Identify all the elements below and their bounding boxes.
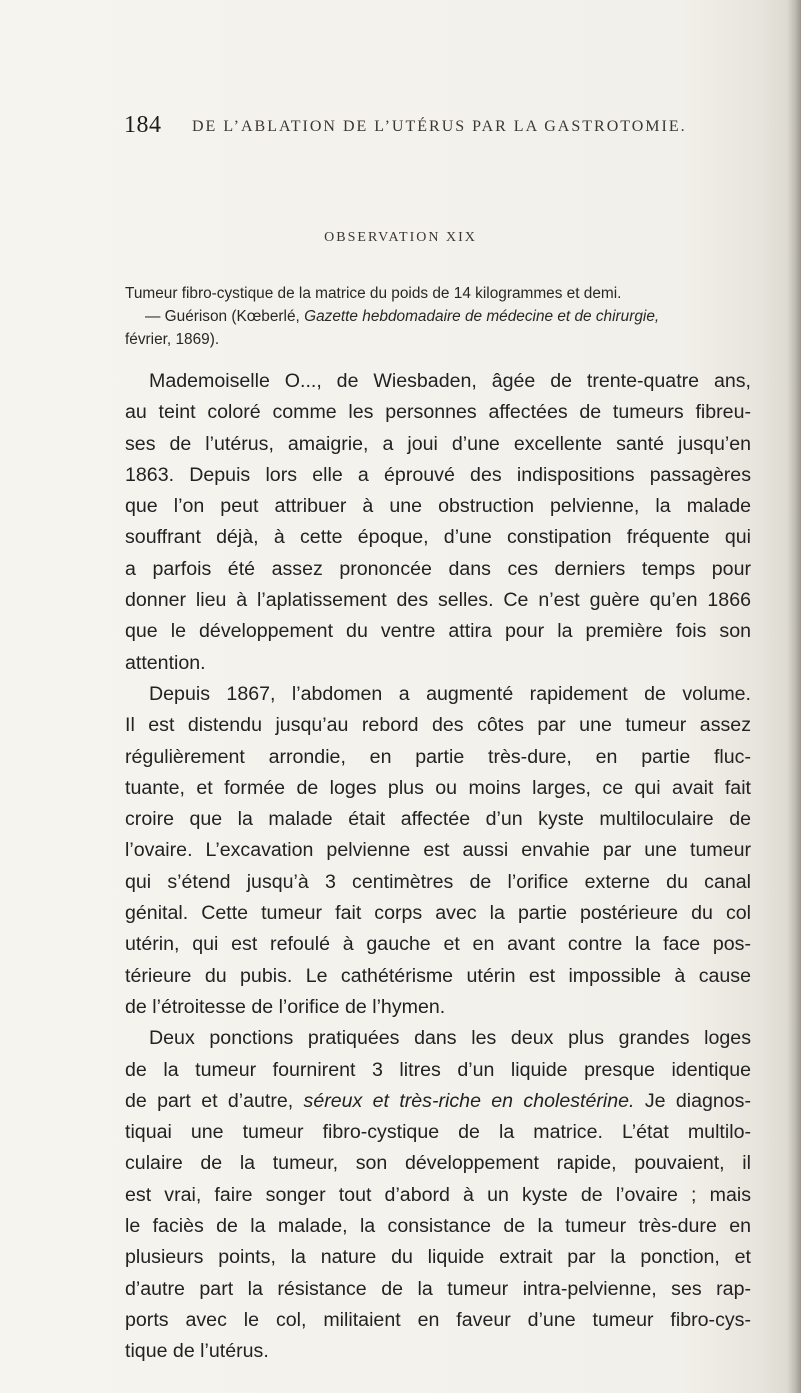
text-line [125, 1086, 751, 1117]
page-edge-shadow [787, 0, 801, 1393]
text-line: donner lieu à l’aplatissement des selles. Ce n’est guère qu’en 1866 [125, 589, 751, 612]
text-line: térieure du pubis. Le cathétérisme utérin est impossible à cause [125, 964, 751, 987]
text-line: que le développement du ventre attira pour la première fois son [125, 620, 751, 643]
text-line: au teint coloré comme les personnes affectées de tumeurs fibreu- [125, 401, 751, 424]
text-line: tiquai une tumeur fibro-cystique de la matrice. L’état multilo- [125, 1121, 751, 1144]
text-span: de part et d’autre, [125, 1089, 304, 1112]
text-line: souffrant déjà, à cette époque, d’une constipation fréquente qui [125, 526, 751, 549]
running-head-title: DE L’ABLATION DE L’UTÉRUS PAR LA GASTROTOMIE. [192, 118, 687, 135]
text-line: ports avec le col, militaient en faveur d’une tumeur fibro-cys- [125, 1308, 751, 1331]
running-head [124, 112, 764, 142]
text-line: de l’étroitesse de l’orifice de l’hymen. [125, 995, 446, 1018]
text-line: qui s’étend jusqu’à 3 centimètres de l’orifice externe du canal [125, 870, 751, 893]
text-line: Il est distendu jusqu’au rebord des côtes par une tumeur assez [125, 714, 751, 737]
paragraph-1 [125, 366, 751, 679]
text-line: utérin, qui est refoulé à gauche et en avant contre la face pos- [125, 933, 751, 956]
text-line: que l’on peut attribuer à une obstruction pelvienne, la malade [125, 495, 751, 518]
italic-phrase: séreux et très-riche en cholestérine. [303, 1089, 635, 1112]
text-line: a parfois été assez prononcée dans ces derniers temps pour [125, 557, 751, 580]
text-line: l’ovaire. L’excavation pelvienne est aussi envahie par une tumeur [125, 839, 751, 862]
text-line: 1863. Depuis lors elle a éprouvé des indispositions passagères [125, 463, 751, 486]
text-line: d’autre part la résistance de la tumeur intra-pelvienne, ses rap- [125, 1277, 751, 1300]
text-line: plusieurs points, la nature du liquide extrait par la ponction, et [125, 1246, 751, 1269]
summary-line [125, 305, 745, 328]
paragraph-3 [125, 1023, 751, 1367]
text-line: le faciès de la malade, la consistance de la tumeur très-dure en [125, 1215, 751, 1238]
text-line: Deux ponctions pratiquées dans les deux plus grandes loges [149, 1027, 751, 1050]
body-text [125, 366, 751, 1368]
observation-title: OBSERVATION XIX [324, 230, 477, 245]
text-line: ses de l’utérus, amaigrie, a joui d’une excellente santé jusqu’en [125, 432, 751, 455]
journal-title: Gazette hebdomadaire de médecine et de chirurgie, [304, 308, 660, 325]
summary-line: Tumeur fibro-cystique de la matrice du poids de 14 kilogrammes et demi. [125, 285, 622, 302]
summary-line: février, 1869). [125, 331, 220, 348]
text-line: tuante, et formée de loges plus ou moins larges, ce qui avait fait [125, 776, 751, 799]
page-number: 184 [124, 112, 162, 138]
text-line: tique de l’utérus. [125, 1340, 269, 1363]
text-line: Depuis 1867, l’abdomen a augmenté rapidement de volume. [149, 682, 751, 705]
text-line: de la tumeur fournirent 3 litres d’un liquide presque identique [125, 1058, 751, 1081]
text-line: culaire de la tumeur, son développement rapide, pouvaient, il [125, 1152, 751, 1175]
paragraph-2 [125, 679, 751, 1023]
text-line: attention. [125, 651, 206, 674]
text-line: Mademoiselle O..., de Wiesbaden, âgée de trente-quatre ans, [149, 370, 751, 392]
text-line: croire que la malade était affectée d’un kyste multiloculaire de [125, 808, 751, 831]
text-line: est vrai, faire songer tout d’abord à un kyste de l’ovaire ; mais [125, 1183, 751, 1206]
summary-text: — Guérison (Kœberlé, [145, 308, 305, 325]
text-line: génital. Cette tumeur fait corps avec la partie postérieure du col [125, 902, 751, 925]
case-summary [125, 282, 745, 351]
text-span: Je diagnos- [634, 1089, 751, 1112]
text-line: régulièrement arrondie, en partie très-dure, en partie fluc- [125, 745, 751, 768]
